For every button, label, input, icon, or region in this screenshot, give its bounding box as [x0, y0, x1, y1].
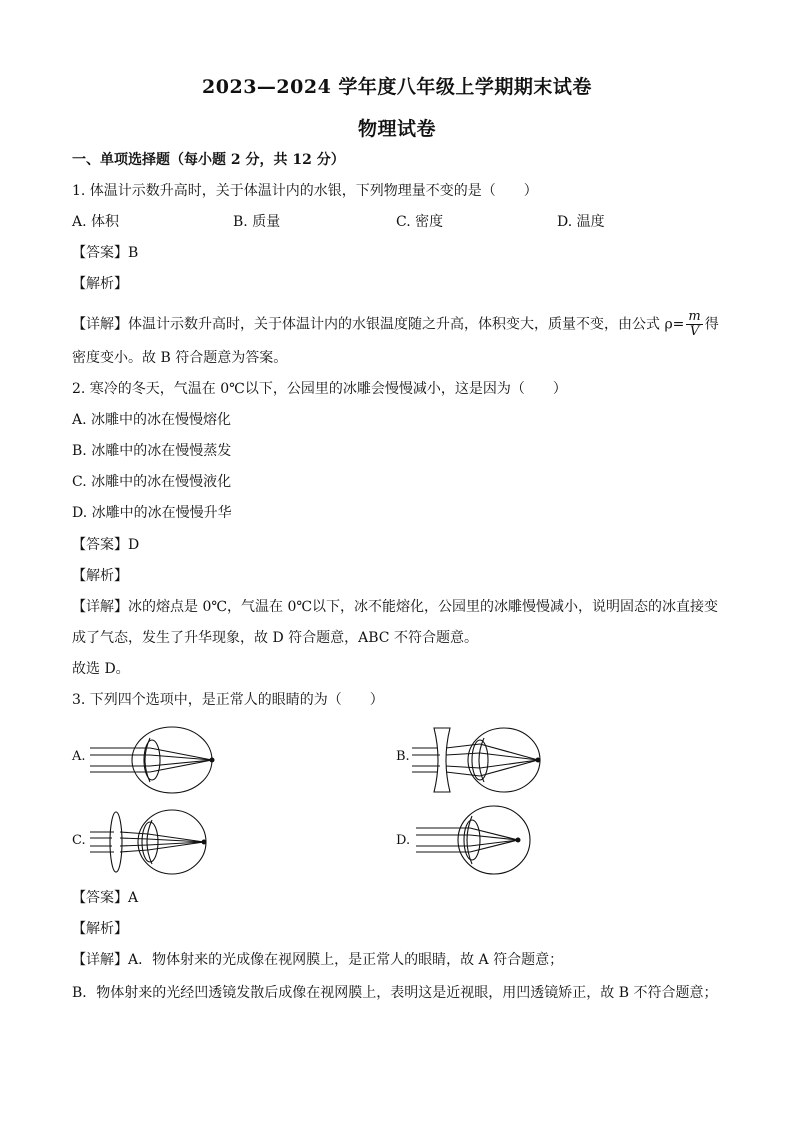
converged-ray-4	[120, 850, 148, 852]
convex-lens	[110, 812, 122, 872]
converged-ray-1	[120, 832, 148, 834]
q3-detail-line2: B．物体射来的光经凹透镜发散后成像在视网膜上，表明这是近视眼，用凹透镜矫正，故 B 不符合题意；	[72, 985, 718, 1001]
detail-tag: 【详解】	[72, 599, 128, 615]
detail-tag: 【详解】	[72, 316, 128, 333]
eye-figure-b	[412, 720, 552, 800]
q2-option-d: D. 冰雕中的冰在慢慢升华	[72, 505, 232, 521]
cornea-curve	[145, 738, 150, 782]
q2-stem: 2. 寒冷的冬天，气温在 0℃以下，公园里的冰雕会慢慢减小，这是因为（ ）	[72, 381, 567, 397]
refracted-ray-2	[150, 755, 212, 760]
q3-detail-line1	[72, 950, 732, 970]
q1-stem: 1. 体温计示数升高时，关于体温计内的水银，下列物理量不变的是（ ）	[72, 183, 538, 199]
q3-stem: 3. 下列四个选项中，是正常人的眼睛的为（ ）	[72, 692, 384, 708]
figure-label-b: B.	[396, 749, 410, 764]
eye-lens	[464, 820, 480, 860]
formula-denominator: V	[689, 324, 700, 339]
q3-answer	[72, 888, 732, 908]
refracted-ray-2	[480, 753, 538, 760]
q2-detail-line3: 故选 D。	[72, 661, 130, 677]
diverged-ray-3	[446, 766, 480, 768]
detail-text: 冰的熔点是 0℃，气温在 0℃以下，冰不能熔化，公园里的冰雕慢慢减小，说明固态的冰直接变	[128, 599, 719, 615]
eye-figure-c	[90, 802, 230, 882]
answer-value: B	[128, 245, 139, 261]
refracted-ray-3	[480, 760, 538, 768]
refracted-ray-3	[470, 840, 518, 846]
q1-option-c: C. 密度	[396, 214, 444, 230]
q1-analysis-tag: 【解析】	[72, 276, 128, 292]
figure-label-c: C.	[72, 833, 86, 848]
density-formula	[686, 310, 702, 339]
answer-tag: 【答案】	[72, 890, 128, 906]
refracted-ray-4	[480, 760, 538, 776]
concave-lens	[434, 728, 450, 792]
formula-numerator: m	[688, 309, 701, 324]
detail-tag: 【详解】	[72, 952, 128, 968]
eye-figure-a	[90, 720, 230, 800]
focus-point	[516, 838, 521, 843]
diverged-ray-2	[446, 753, 480, 755]
q1-option-d: D. 温度	[557, 214, 605, 230]
q2-option-a: A. 冰雕中的冰在慢慢熔化	[72, 412, 232, 428]
answer-value: D	[128, 537, 140, 553]
refracted-ray-1	[470, 828, 518, 840]
detail-text: A．物体射来的光成像在视网膜上，是正常人的眼睛，故 A 符合题意；	[128, 952, 564, 968]
cornea-curve	[147, 820, 152, 864]
detail-text-end: 得	[704, 316, 719, 333]
page-title: 2023—2024 学年度八年级上学期期末试卷	[202, 76, 592, 98]
answer-tag: 【答案】	[72, 537, 128, 553]
q1-option-b: B. 质量	[233, 214, 281, 230]
focus-point	[536, 758, 541, 763]
answer-tag: 【答案】	[72, 245, 128, 261]
detail-text: 体温计示数升高时，关于体温计内的水银温度随之升高，体积变大，质量不变，由公式 ρ=	[128, 316, 685, 333]
figure-label-d: D.	[396, 833, 411, 848]
q2-option-c: C. 冰雕中的冰在慢慢液化	[72, 474, 232, 490]
q1-answer	[72, 243, 732, 263]
section-heading: 一、单项选择题（每小题 2 分，共 12 分）	[72, 152, 345, 168]
diverged-ray-4	[446, 772, 480, 776]
figure-label-a: A.	[72, 749, 86, 764]
focus-point	[202, 840, 207, 845]
q1-option-a: A. 体积	[72, 214, 120, 230]
eye-lens	[142, 822, 158, 862]
converged-ray-2	[120, 838, 148, 839]
refracted-ray-3	[150, 760, 212, 766]
q3-analysis-tag: 【解析】	[72, 921, 128, 937]
q2-detail-line1	[72, 597, 732, 617]
eye-figure-d	[416, 800, 546, 880]
q2-analysis-tag: 【解析】	[72, 568, 128, 584]
q2-option-b: B. 冰雕中的冰在慢慢蒸发	[72, 443, 232, 459]
q1-detail-line2: 密度变小。故 B 符合题意为答案。	[72, 350, 288, 366]
converged-ray-3	[120, 845, 148, 846]
answer-value: A	[128, 890, 139, 906]
page-subtitle: 物理试卷	[357, 118, 436, 140]
q2-detail-line2: 成了气态，发生了升华现象，故 D 符合题意，ABC 不符合题意。	[72, 630, 478, 646]
focus-point	[210, 758, 215, 763]
eye-lens	[144, 740, 160, 780]
q2-answer	[72, 535, 732, 555]
refracted-ray-4	[470, 840, 518, 852]
q1-detail-line1	[72, 310, 732, 339]
refracted-ray-1	[480, 744, 538, 760]
refracted-ray-2	[470, 835, 518, 840]
diverged-ray-1	[446, 744, 480, 748]
